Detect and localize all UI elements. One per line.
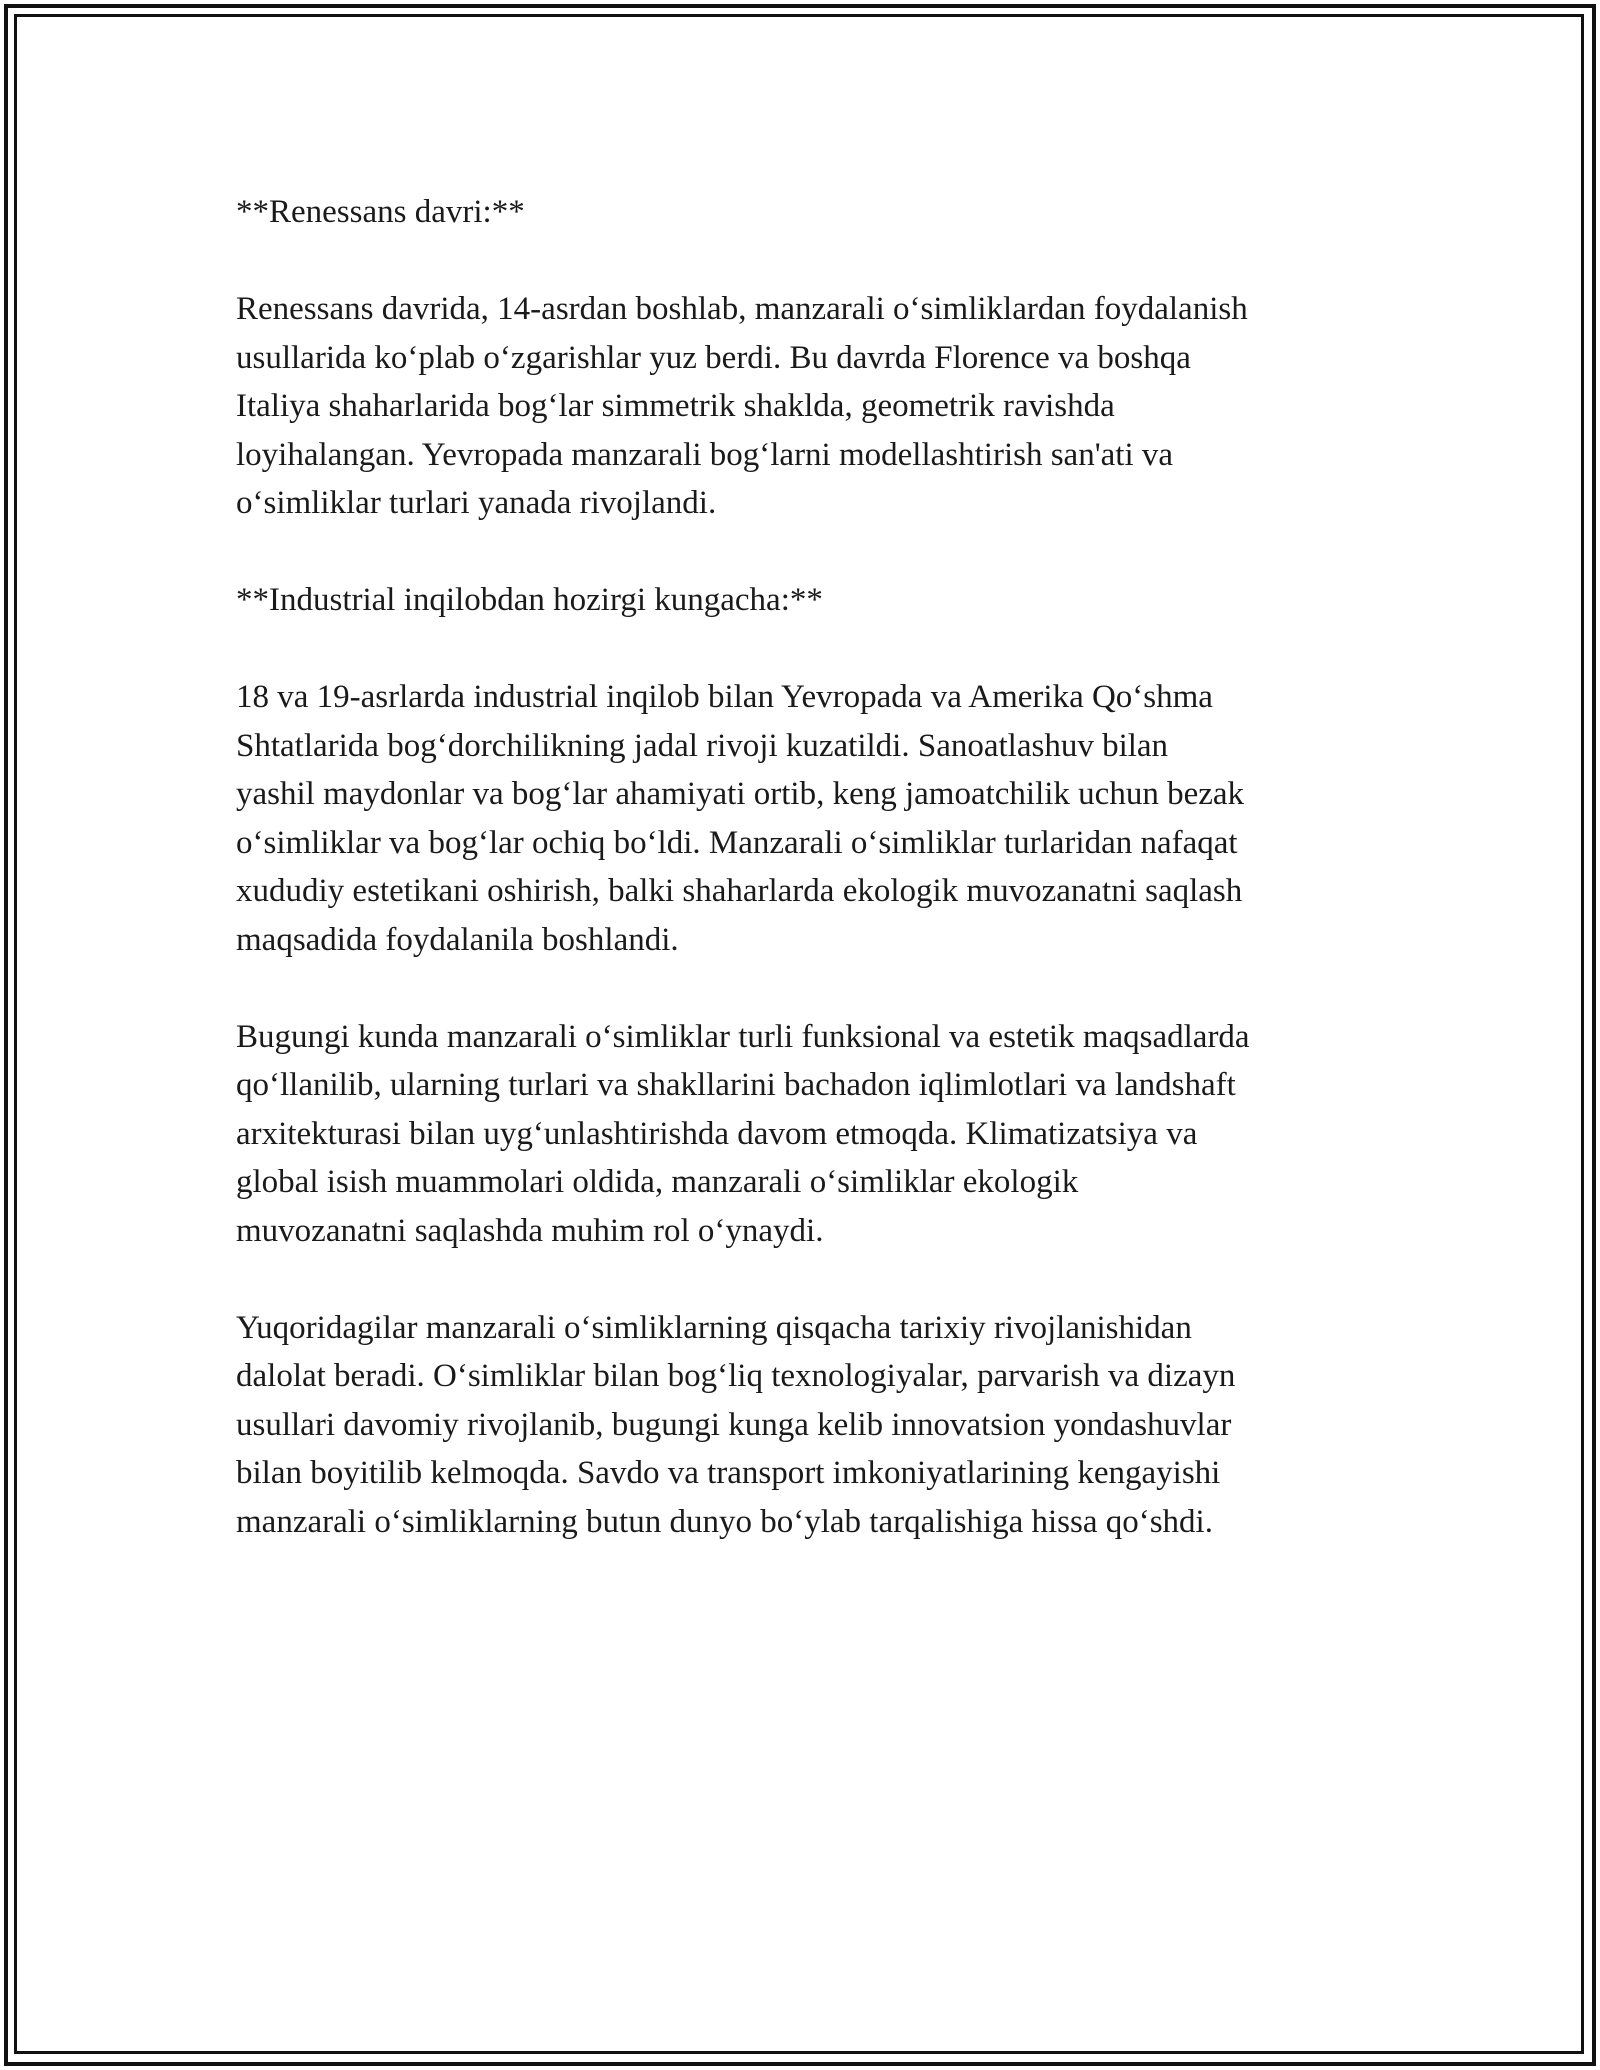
text-line: maqsadida foydalanila boshlandi. — [236, 921, 679, 958]
document-body — [236, 188, 1376, 1595]
text-line: xududiy estetikani oshirish, balki shaharlarda ekologik muvozanatni saqlash — [236, 873, 1243, 909]
text-line: qo‘llanilib, ularning turlari va shakllarini bachadon iqlimlotlari va landshaft — [236, 1067, 1236, 1103]
text-line: o‘simliklar turlari yanada rivojlandi. — [236, 485, 717, 521]
text-line: manzarali o‘simliklarning butun dunyo bo‘ylab tarqalishiga hissa qo‘shdi. — [236, 1503, 1213, 1540]
text-line: arxitekturasi bilan uyg‘unlashtirishda davom etmoqda. Klimatizatsiya va — [236, 1115, 1198, 1152]
text-line: dalolat beradi. O‘simliklar bilan bog‘liq texnologiyalar, parvarish va dizayn — [236, 1358, 1236, 1394]
text-line: global isish muammolari oldida, manzarali o‘simliklar ekologik — [236, 1164, 1079, 1200]
heading-renaissance: **Renessans davri:** — [236, 194, 525, 230]
text-line: 18 va 19-asrlarda industrial inqilob bilan Yevropada va Amerika Qo‘shma — [236, 679, 1213, 715]
text-line: usullarida ko‘plab o‘zgarishlar yuz berdi. Bu davrda Florence va boshqa — [236, 339, 1191, 376]
text-line: bilan boyitilib kelmoqda. Savdo va transport imkoniyatlarining kengayishi — [236, 1455, 1221, 1491]
paragraph-today — [236, 1013, 1376, 1256]
heading-industrial: **Industrial inqilobdan hozirgi kungacha:** — [236, 582, 823, 618]
text-line: muvozanatni saqlashda muhim rol o‘ynaydi. — [236, 1212, 824, 1249]
text-line: yashil maydonlar va bog‘lar ahamiyati ortib, keng jamoatchilik uchun bezak — [236, 776, 1245, 812]
text-line: Yuqoridagilar manzarali o‘simliklarning qisqacha tarixiy rivojlanishidan — [236, 1309, 1192, 1346]
text-line: usullari davomiy rivojlanib, bugungi kunga kelib innovatsion yondashuvlar — [236, 1406, 1232, 1443]
text-line: o‘simliklar va bog‘lar ochiq bo‘ldi. Manzarali o‘simliklar turlaridan nafaqat — [236, 824, 1238, 861]
text-line: Italiya shaharlarida bog‘lar simmetrik shaklda, geometrik ravishda — [236, 388, 1115, 424]
text-line: Bugungi kunda manzarali o‘simliklar turli funksional va estetik maqsadlarda — [236, 1018, 1250, 1055]
text-line: Renessans davrida, 14-asrdan boshlab, manzarali o‘simliklardan foydalanish — [236, 291, 1248, 327]
paragraph-renaissance — [236, 285, 1376, 528]
paragraph-industrial — [236, 673, 1376, 964]
text-line: loyihalangan. Yevropada manzarali bog‘larni modellashtirish san'ati va — [236, 436, 1174, 473]
text-line: Shtatlarida bog‘dorchilikning jadal rivoji kuzatildi. Sanoatlashuv bilan — [236, 727, 1169, 764]
paragraph-summary — [236, 1304, 1376, 1547]
